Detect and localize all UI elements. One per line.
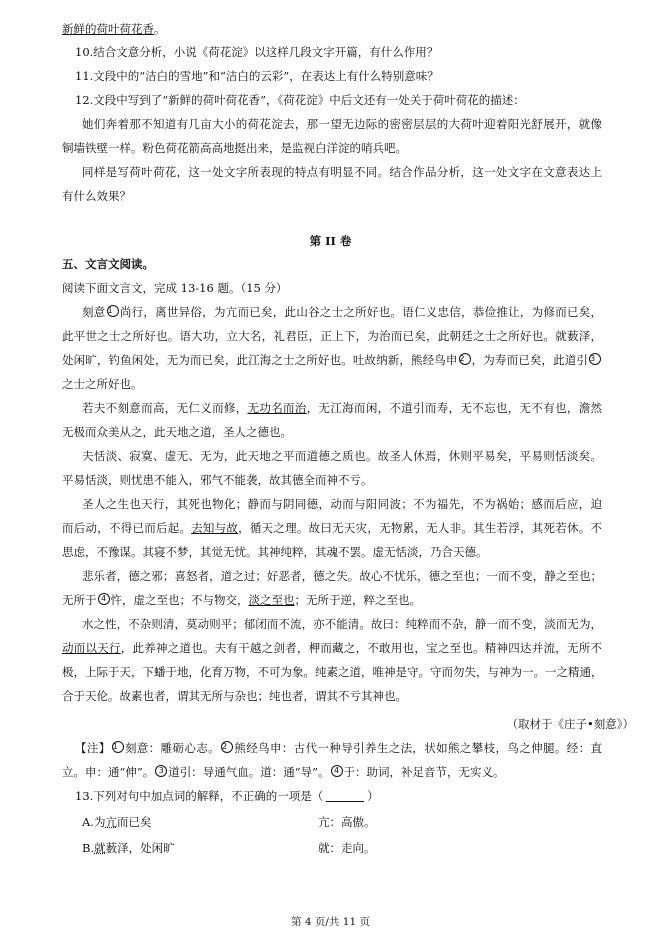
- p3-line-2: 平易恬淡，则忧患不能入，邪气不能袭，故其德全而神不亏。: [62, 473, 373, 487]
- option-a-gloss: 亢：高傲。: [318, 815, 376, 829]
- p1-line-1: 刻意 1 尚行，离世异俗，为亢而已矣，此山谷之士之所好也。语仁义忠信，恭俭推让，为修而已矣，: [82, 305, 602, 319]
- option-b-gloss: 就：走向。: [318, 841, 376, 855]
- p3-line-1: 夫恬淡、寂寞、虚无、无为，此天地之平而道德之质也。故圣人休焉，休则平易矣，平易则恬淡矣。: [82, 449, 602, 463]
- underlined-phrase-2: 去知与故: [191, 521, 239, 535]
- question-11: 11.文段中的“洁白的雪地”和“洁白的云彩”，在表达上有什么特别意味？: [75, 69, 439, 83]
- page-footer: 第 4 页/共 11 页: [291, 916, 370, 928]
- p6-line-4: 合于天伦。故素也者，谓其无所与杂也；纯也者，谓其不亏其神也。: [62, 689, 407, 703]
- q13-option-a[interactable]: A.为亢而已矣 亢：高傲。: [82, 815, 376, 829]
- answer-blank[interactable]: [326, 789, 364, 802]
- q12-ask-line-1: 同样是写荷叶荷花，这一处文字所表现的特点有明显不同。结合作品分析，这一处文字在文意表达上: [82, 165, 602, 179]
- notes-line-2: 立。申：通“伸”。 3 道引：导通气血。道：通“导”。 4 于：助词，补足音节，无实义。: [62, 765, 505, 779]
- p1-line-2: 此平世之士之所好也。语大功，立大名，礼君臣，正上下，为治而已矣，此朝廷之士之所好也。就薮泽，: [62, 329, 602, 343]
- note-marker-2: 2: [459, 353, 471, 365]
- question-10: 10.结合文意分析，小说《荷花淀》以这样几段文字开篇，有什么作用？: [75, 45, 439, 59]
- note-marker-3: 3: [589, 353, 601, 365]
- dotted-word-a: 亢: [105, 815, 117, 829]
- underlined-phrase-3: 淡之至也: [248, 593, 295, 607]
- note-marker-4: 4: [98, 593, 110, 605]
- reading-instructions: 阅读下面文言文，完成 13-16 题。（15 分）: [62, 281, 288, 295]
- top-line: 新鲜的荷叶荷花香。: [62, 22, 166, 36]
- p4-line-2: 而后动，不得已而后起。去知与故，循天之理。故曰无天灾，无物累，无人非。其生若浮，其死若休。不: [62, 521, 602, 535]
- source-attribution: （取材于《庄子•刻意》）: [506, 717, 634, 731]
- p6-line-1: 水之性，不杂则清，莫动则平；郁闭而不流，亦不能清。故曰：纯粹而不杂，静一而不变，淡而无为，: [82, 617, 602, 631]
- underlined-phrase-1: 无功名而治: [247, 401, 307, 415]
- p1-line-4: 之士之所好也。: [62, 377, 143, 391]
- question-13: 13.下列对句中加点词的解释，不正确的一项是（ ）: [75, 789, 379, 803]
- notes-line-1: 【注】 1 刻意：雕砺心志。 2 熊经鸟申：古代一种导引养生之法，状如熊之攀枝，鸟之伸腿。经：直: [75, 741, 602, 755]
- question-12: 12.文段中写到了“新鲜的荷叶荷花香”，《荷花淀》中后文还有一处关于荷叶荷花的描述：: [75, 93, 525, 107]
- q12-ask-line-2: 有什么效果？: [62, 189, 131, 203]
- p2-line-2: 无极而众美从之，此天地之道，圣人之德也。: [62, 425, 292, 439]
- p1-line-3: 处闲旷，钓鱼闲处，无为而已矣，此江海之士之所好也。吐故纳新，熊经鸟申 2 ，为寿而已矣，此道引 3: [62, 352, 602, 368]
- dotted-word-b: 就: [94, 841, 106, 855]
- q12-quote-line-1: 她们奔着那不知道有几亩大小的荷花淀去，那一望无边际的密密层层的大荷叶迎着阳光舒展开，就像: [82, 117, 602, 131]
- p4-line-1: 圣人之生也天行，其死也物化；静而与阴同德，动而与阳同波；不为福先，不为祸始；感而后应，迫: [82, 497, 602, 511]
- p5-line-2: 无所于 4 忤，虚之至也；不与物交，淡之至也；无所于逆，粹之至也。: [62, 593, 421, 607]
- q12-quote-line-2: 铜墙铁壁一样。粉色荷花箭高高地挺出来，是监视白洋淀的哨兵吧。: [62, 141, 407, 155]
- section-heading: 五、文言文阅读。: [62, 257, 154, 271]
- p2-line-1: 若夫不刻意而高，无仁义而修，无功名而治，无江海而闲，不道引而寿，无不忘也，无不有也，澹然: [82, 401, 602, 415]
- note-marker-1: 1: [107, 305, 119, 317]
- top-line-text: 新鲜的荷叶荷花香: [62, 22, 154, 36]
- volume-title: 第 II 卷: [309, 234, 352, 248]
- p6-line-2: 动而以天行，此养神之道也。夫有干越之剑者，柙而藏之，不敢用也，宝之至也。精神四达并流，无所不: [62, 641, 602, 655]
- underlined-phrase-4: 动而以天行: [62, 641, 121, 655]
- p6-line-3: 极，上际于天，下蟠于地，化育万物，不可为象。纯素之道，唯神是守。守而勿失，与神为一。一之精通，: [62, 665, 602, 679]
- p5-line-1: 悲乐者，德之邪；喜怒者，道之过；好恶者，德之失。故心不忧乐，德之至也；一而不变，静之至也；: [82, 569, 602, 583]
- p4-line-3: 思虑，不豫谋。其寝不梦，其觉无忧。其神纯粹，其魂不罢。虚无恬淡，乃合天德。: [62, 545, 488, 559]
- q13-option-b[interactable]: B.就薮泽，处闲旷 就：走向。: [82, 841, 376, 855]
